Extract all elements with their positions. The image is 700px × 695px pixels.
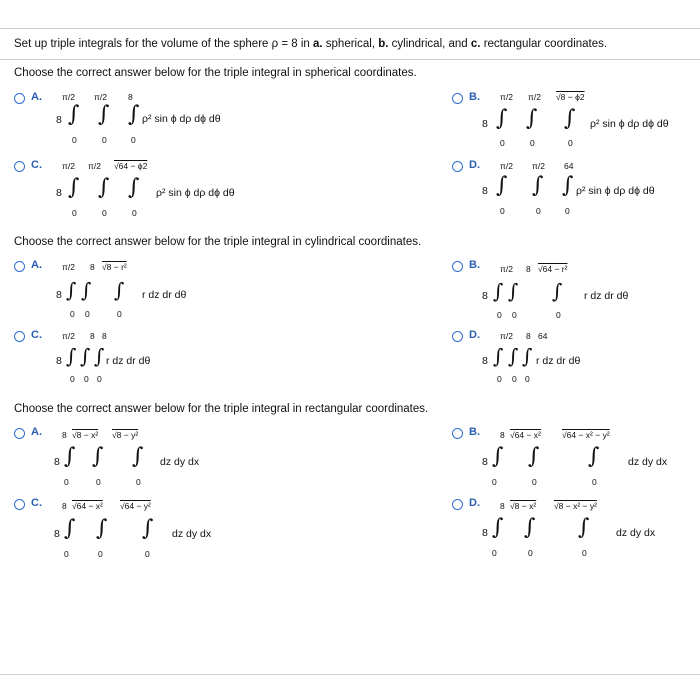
upper-limit-rho: 8 xyxy=(128,92,133,102)
integrand: dz dy dx xyxy=(628,456,668,468)
integral-sign-icon: ∫ xyxy=(493,279,504,303)
integral-sign-icon: ∫ xyxy=(98,175,110,200)
lower-limit: 0 xyxy=(117,309,122,319)
upper-limit-phi: π/2 xyxy=(532,161,545,171)
upper-limit-theta: π/2 xyxy=(500,264,513,274)
lower-limit: 0 xyxy=(500,138,505,148)
upper-limit-r: 8 xyxy=(90,331,95,341)
rectangular-option-a[interactable] xyxy=(14,426,314,496)
integral-sign-icon: ∫ xyxy=(142,516,154,541)
lower-limit: 0 xyxy=(512,374,517,384)
integral-sign-icon: ∫ xyxy=(66,344,77,368)
spherical-question: Choose the correct answer below for the triple integral in spherical coordinates. xyxy=(14,67,417,79)
lower-limit: 0 xyxy=(97,374,102,384)
lower-limit: 0 xyxy=(528,548,533,558)
integral-sign-icon: ∫ xyxy=(80,344,91,368)
integral-sign-icon: ∫ xyxy=(528,444,540,469)
option-letter: A. xyxy=(31,426,42,438)
upper-limit-r: 8 xyxy=(526,331,531,341)
upper-limit-z: √8 − x² − y² xyxy=(554,501,597,511)
lower-limit: 0 xyxy=(536,206,541,216)
rectangular-option-d[interactable] xyxy=(452,497,700,567)
cylindrical-option-c[interactable] xyxy=(14,329,314,399)
bottom-divider xyxy=(0,674,700,675)
option-letter: B. xyxy=(469,259,480,271)
radio-button[interactable] xyxy=(14,93,25,104)
radio-button[interactable] xyxy=(452,93,463,104)
lower-limit: 0 xyxy=(492,477,497,487)
option-letter: C. xyxy=(31,497,42,509)
integral-sign-icon: ∫ xyxy=(552,279,563,303)
lower-limit: 0 xyxy=(64,549,69,559)
lower-limit: 0 xyxy=(145,549,150,559)
option-letter: A. xyxy=(31,259,42,271)
coefficient: 8 xyxy=(482,456,488,468)
coefficient: 8 xyxy=(56,114,62,126)
lower-limit: 0 xyxy=(102,135,107,145)
lower-limit: 0 xyxy=(84,374,89,384)
coefficient: 8 xyxy=(54,528,60,540)
integral-sign-icon: ∫ xyxy=(114,278,125,302)
lower-limit: 0 xyxy=(497,310,502,320)
option-letter: B. xyxy=(469,91,480,103)
integral-sign-icon: ∫ xyxy=(524,515,536,540)
integral-sign-icon: ∫ xyxy=(92,444,104,469)
upper-limit-z: 8 xyxy=(102,331,107,341)
upper-limit-z: √8 − r² xyxy=(102,262,127,272)
upper-limit-theta: π/2 xyxy=(500,161,513,171)
integrand: ρ² sin ϕ dρ dϕ dθ xyxy=(576,185,655,197)
radio-button[interactable] xyxy=(452,161,463,172)
spherical-option-c[interactable] xyxy=(14,159,314,229)
cylindrical-option-a[interactable] xyxy=(14,259,314,329)
upper-limit-phi: π/2 xyxy=(528,92,541,102)
coefficient: 8 xyxy=(482,290,488,302)
lower-limit: 0 xyxy=(70,374,75,384)
upper-limit-y: √64 − x² xyxy=(72,501,103,511)
option-letter: D. xyxy=(469,497,480,509)
upper-limit-z: √64 − x² − y² xyxy=(562,430,610,440)
cylindrical-question: Choose the correct answer below for the triple integral in cylindrical coordinates. xyxy=(14,236,422,248)
lower-limit: 0 xyxy=(582,548,587,558)
integrand: r dz dr dθ xyxy=(142,289,187,301)
option-letter: C. xyxy=(31,329,42,341)
upper-limit-theta: π/2 xyxy=(500,92,513,102)
integral-sign-icon: ∫ xyxy=(81,278,92,302)
upper-limit-z: 64 xyxy=(538,331,548,341)
integral-sign-icon: ∫ xyxy=(66,278,77,302)
rectangular-option-b[interactable] xyxy=(452,426,700,496)
prompt-divider xyxy=(0,59,700,60)
integral-sign-icon: ∫ xyxy=(64,444,76,469)
lower-limit: 0 xyxy=(512,310,517,320)
radio-button[interactable] xyxy=(14,161,25,172)
integral-sign-icon: ∫ xyxy=(98,102,110,127)
lower-limit: 0 xyxy=(500,206,505,216)
integral-sign-icon: ∫ xyxy=(564,106,576,131)
integral-sign-icon: ∫ xyxy=(578,515,590,540)
radio-button[interactable] xyxy=(452,331,463,342)
problem-prompt: Set up triple integrals for the volume of the sphere ρ = 8 in a. spherical, b. cylindrical, and c. rectangular coordinates. xyxy=(14,38,608,50)
lower-limit: 0 xyxy=(131,135,136,145)
spherical-option-d[interactable] xyxy=(452,159,700,229)
integrand: dz dy dx xyxy=(616,527,656,539)
integral-sign-icon: ∫ xyxy=(588,444,600,469)
radio-button[interactable] xyxy=(14,261,25,272)
upper-limit-rho: √8 − ϕ2 xyxy=(556,92,585,102)
integral-sign-icon: ∫ xyxy=(128,102,140,127)
lower-limit: 0 xyxy=(592,477,597,487)
option-letter: D. xyxy=(469,159,480,171)
radio-button[interactable] xyxy=(452,499,463,510)
lower-limit: 0 xyxy=(132,208,137,218)
integral-sign-icon: ∫ xyxy=(132,444,144,469)
option-letter: C. xyxy=(31,159,42,171)
integrand: r dz dr dθ xyxy=(106,355,151,367)
lower-limit: 0 xyxy=(98,549,103,559)
integral-sign-icon: ∫ xyxy=(492,444,504,469)
upper-limit-phi: π/2 xyxy=(88,161,101,171)
upper-limit-x: 8 xyxy=(62,430,67,440)
upper-limit-theta: π/2 xyxy=(500,331,513,341)
lower-limit: 0 xyxy=(102,208,107,218)
upper-limit-rho: 64 xyxy=(564,161,574,171)
upper-limit-z: √8 − y² xyxy=(112,430,139,440)
lower-limit: 0 xyxy=(556,310,561,320)
integral-sign-icon: ∫ xyxy=(492,515,504,540)
upper-limit-x: 8 xyxy=(500,430,505,440)
radio-button[interactable] xyxy=(452,428,463,439)
integral-sign-icon: ∫ xyxy=(562,173,574,198)
integrand: ρ² sin ϕ dρ dϕ dθ xyxy=(142,113,221,125)
integrand: dz dy dx xyxy=(172,528,212,540)
integrand: r dz dr dθ xyxy=(584,290,629,302)
integral-sign-icon: ∫ xyxy=(68,102,80,127)
option-letter: B. xyxy=(469,426,480,438)
cylindrical-option-b[interactable] xyxy=(452,259,700,329)
coefficient: 8 xyxy=(482,185,488,197)
upper-limit-rho: √64 − ϕ2 xyxy=(114,161,148,171)
upper-limit-x: 8 xyxy=(62,501,67,511)
lower-limit: 0 xyxy=(525,374,530,384)
lower-limit: 0 xyxy=(565,206,570,216)
upper-limit-z: √64 − r² xyxy=(538,264,568,274)
upper-limit-r: 8 xyxy=(90,262,95,272)
lower-limit: 0 xyxy=(72,135,77,145)
integrand: ρ² sin ϕ dρ dϕ dθ xyxy=(156,187,235,199)
radio-button[interactable] xyxy=(452,261,463,272)
coefficient: 8 xyxy=(56,187,62,199)
upper-limit-phi: π/2 xyxy=(94,92,107,102)
upper-limit-r: 8 xyxy=(526,264,531,274)
upper-limit-theta: π/2 xyxy=(62,161,75,171)
integral-sign-icon: ∫ xyxy=(526,106,538,131)
lower-limit: 0 xyxy=(70,309,75,319)
top-divider xyxy=(0,28,700,29)
integral-sign-icon: ∫ xyxy=(96,516,108,541)
upper-limit-z: √64 − y² xyxy=(120,501,151,511)
lower-limit: 0 xyxy=(497,374,502,384)
integrand: dz dy dx xyxy=(160,456,200,468)
lower-limit: 0 xyxy=(568,138,573,148)
spherical-option-b[interactable] xyxy=(452,91,700,161)
integrand: ρ² sin ϕ dρ dϕ dθ xyxy=(590,118,669,130)
integral-sign-icon: ∫ xyxy=(508,279,519,303)
upper-limit-y: √8 − x² xyxy=(510,501,537,511)
upper-limit-x: 8 xyxy=(500,501,505,511)
lower-limit: 0 xyxy=(492,548,497,558)
coefficient: 8 xyxy=(54,456,60,468)
spherical-option-a[interactable] xyxy=(14,91,314,161)
upper-limit-theta: π/2 xyxy=(62,331,75,341)
coefficient: 8 xyxy=(482,527,488,539)
integral-sign-icon: ∫ xyxy=(496,173,508,198)
integral-sign-icon: ∫ xyxy=(128,175,140,200)
integral-sign-icon: ∫ xyxy=(496,106,508,131)
integral-sign-icon: ∫ xyxy=(532,173,544,198)
radio-button[interactable] xyxy=(14,331,25,342)
lower-limit: 0 xyxy=(72,208,77,218)
radio-button[interactable] xyxy=(14,499,25,510)
integral-sign-icon: ∫ xyxy=(94,344,105,368)
option-letter: A. xyxy=(31,91,42,103)
lower-limit: 0 xyxy=(96,477,101,487)
lower-limit: 0 xyxy=(532,477,537,487)
lower-limit: 0 xyxy=(136,477,141,487)
rectangular-option-c[interactable] xyxy=(14,497,314,567)
integral-sign-icon: ∫ xyxy=(493,344,504,368)
integral-sign-icon: ∫ xyxy=(68,175,80,200)
rectangular-question: Choose the correct answer below for the triple integral in rectangular coordinates. xyxy=(14,403,429,415)
coefficient: 8 xyxy=(56,289,62,301)
coefficient: 8 xyxy=(482,355,488,367)
upper-limit-theta: π/2 xyxy=(62,262,75,272)
option-letter: D. xyxy=(469,329,480,341)
integral-sign-icon: ∫ xyxy=(508,344,519,368)
lower-limit: 0 xyxy=(85,309,90,319)
coefficient: 8 xyxy=(482,118,488,130)
integral-sign-icon: ∫ xyxy=(522,344,533,368)
lower-limit: 0 xyxy=(64,477,69,487)
upper-limit-y: √8 − x² xyxy=(72,430,99,440)
coefficient: 8 xyxy=(56,355,62,367)
upper-limit-theta: π/2 xyxy=(62,92,75,102)
lower-limit: 0 xyxy=(530,138,535,148)
cylindrical-option-d[interactable] xyxy=(452,329,700,399)
integrand: r dz dr dθ xyxy=(536,355,581,367)
integral-sign-icon: ∫ xyxy=(64,516,76,541)
upper-limit-y: √64 − x² xyxy=(510,430,541,440)
radio-button[interactable] xyxy=(14,428,25,439)
